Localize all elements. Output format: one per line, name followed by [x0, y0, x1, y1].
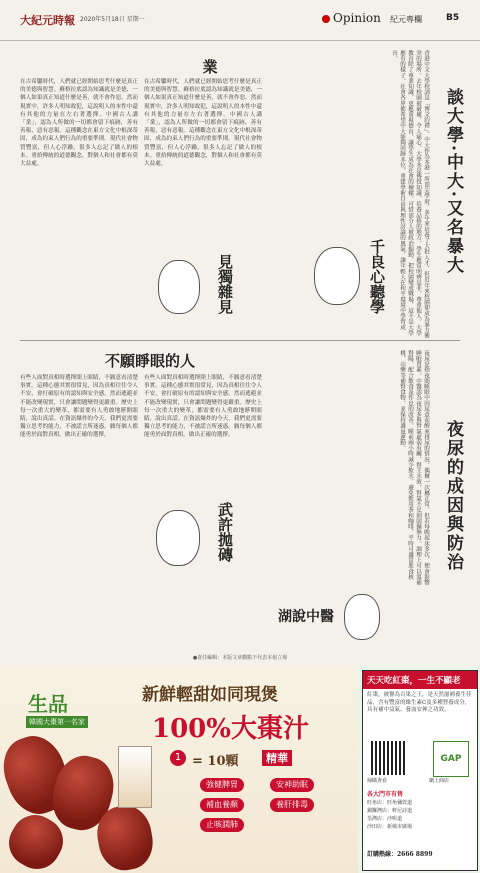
section-subtitle: 紀元專欄: [390, 15, 422, 24]
section-dot-icon: [322, 15, 330, 23]
shop-title: 各大門市有售: [367, 791, 404, 798]
column-name-1: 見獨雜見: [216, 254, 234, 314]
columnist-portrait-3: [156, 510, 200, 566]
article-body-nocturia: 夜尿是指夜間睡眠中因尿意而醒來排尿的情況。偶爾一次屬正常，但若每晚起床多次，便會影響睡眠質素。中醫認為夜尿多與腎氣虛弱有關，腎主水液，腎氣不足則固攝無力。調理上可以溫補腎陽，配合飲食及作息的改善。睡前兩小時減少飲水，避免飲用茶和咖啡，平時可適當進食核桃、山藥等補腎食物，並保持適量運動。: [399, 350, 429, 586]
advertisement[interactable]: [0, 666, 480, 873]
columnist-portrait-2: [314, 247, 360, 305]
ad-formula-label: 精華: [262, 750, 292, 766]
ad-brand-tag: 韓國大棗第一名家: [26, 716, 88, 728]
column-logo-4: [278, 592, 398, 642]
article-body-universities: 香港中文大學校訓是「博文約禮」。中大作為本港一所頂尖學府，多年來培養了大批人才，但近年來校園卻成為暴力衝突的場所。去年校園被破壞，令人痛心。大學本是傳授知識、培養品格的地方，學生應當明辨是非，尊重他人。大學教育除了專業知識，更應重視德育，讓學生成為社會的棟樑。可惜部分人被政治煽動，把校園變成戰場，這不是大學應有的樣子。社會各界都希望中大能夠回歸本位，重建學術自由與理性討論的風氣，讓年輕人在和平環境中學習成長。: [391, 50, 429, 339]
ad-benefit-2: 安神助眠: [270, 778, 314, 792]
shop-address-2: 銅鑼灣店：軒尼詩道: [367, 808, 413, 814]
ad-right-text: 紅棗，被譽為百果之王，是天然滋補養生佳品，含有豐富的維生素C及多種營養成分，具有補中益氣、養血安神之功效。: [367, 692, 472, 713]
ad-headline: 新鮮輕甜如同現煲: [142, 685, 278, 705]
section-title: Opinion: [322, 11, 381, 25]
ad-hotline[interactable]: 訂購熱線：2666 8899: [367, 851, 433, 858]
column-name-2: 千良心聽學: [368, 239, 386, 314]
ad-product-name: 100%大棗汁: [152, 714, 309, 744]
columnist-portrait-1: [158, 260, 200, 314]
page-header: [0, 0, 480, 41]
page-number: B5: [446, 13, 460, 23]
gap-certification-icon: GAP: [433, 741, 469, 777]
ad-right-title: 天天吃紅棗，一生不顯老: [363, 671, 477, 689]
article-body-eyes-col2: 有些人面對真相時選擇閉上眼睛，不願意看清楚事實。這種心態其實很常見，因為真相往往令人不安，會打破原有的認知與安全感。然而逃避並不能改變現實，只會讓問題變得更嚴重。歷史上每一次重大的變革，都需要有人勇敢地睜開眼睛，說出真話。在資訊爆炸的今天，我們更需要獨立思考的能力，不被謊言所迷惑。願每個人都能勇於面對真相，做出正確的選擇。: [144, 375, 262, 439]
article-title-universities: 談大學·中大·又名暴大: [443, 88, 463, 275]
column-name-4: 湖說中醫: [278, 609, 334, 625]
column-logo-3: [150, 500, 260, 580]
ad-formula: [170, 750, 320, 768]
article-body-karma-col1: 在古希臘時代，人們就已經開始思考什麼是真正的美德與智慧。蘇格拉底認為知識就是美德，一個人如果真正知道什麼是善，就不會作惡。然而現實中，許多人明知故犯，這說明人的本性中還有其他的力量在左右著選擇。中國古人講「業」，認為人所做的一切都會留下痕跡，善有善報，惡有惡報。這種觀念在東方文化中根深蒂固，成為約束人們行為的重要準則。現代社會物質豐富，但人心浮躁，很多人忘記了做人的根本。重拾傳統的道德觀念，對個人和社會都有莫大益處。: [20, 79, 138, 168]
column-logo-2: [290, 235, 410, 327]
shop-address-4: 沙田店：新城市廣場: [367, 824, 413, 830]
issue-date: 2020年5月18日 星期一: [80, 16, 145, 23]
section-divider: [20, 340, 460, 341]
column-logo-1: [150, 250, 260, 330]
qr-label-1: 掃碼查看: [367, 778, 388, 784]
ad-info-panel: [362, 670, 478, 871]
ad-formula-count: 1: [170, 750, 186, 766]
ad-benefit-1: 強健脾胃: [200, 778, 244, 792]
product-box-image: [118, 746, 152, 808]
ad-benefit-5: 止咳潤肺: [200, 818, 244, 832]
article-title-karma: 業: [202, 58, 218, 76]
shop-addresses: [367, 799, 412, 831]
article-title-eyes: 不願睜眼的人: [104, 352, 195, 370]
ad-benefit-4: 養肝排毒: [270, 798, 314, 812]
footer-note: ●責任編輯：本版文章觀點不代表本報立場: [192, 655, 288, 661]
ad-main-panel: [0, 666, 358, 873]
masthead: 大紀元時報: [20, 14, 75, 27]
qr-code-icon[interactable]: [371, 741, 405, 775]
shop-address-3: 荃灣店：沙咀道: [367, 816, 403, 822]
article-title-nocturia: 夜尿的成因與防治: [443, 420, 463, 572]
article-body-eyes-col1: 有些人面對真相時選擇閉上眼睛，不願意看清楚事實。這種心態其實很常見，因為真相往往令人不安，會打破原有的認知與安全感。然而逃避並不能改變現實，只會讓問題變得更嚴重。歷史上每一次重大的變革，都需要有人勇敢地睜開眼睛，說出真話。在資訊爆炸的今天，我們更需要獨立思考的能力，不被謊言所迷惑。願每個人都能勇於面對真相，做出正確的選擇。: [20, 375, 138, 439]
article-body-karma-col2: 在古希臘時代，人們就已經開始思考什麼是真正的美德與智慧。蘇格拉底認為知識就是美德，一個人如果真正知道什麼是善，就不會作惡。然而現實中，許多人明知故犯，這說明人的本性中還有其他的力量在左右著選擇。中國古人講「業」，認為人所做的一切都會留下痕跡，善有善報，惡有惡報。這種觀念在東方文化中根深蒂固，成為約束人們行為的重要準則。現代社會物質豐富，但人心浮躁，很多人忘記了做人的根本。重拾傳統的道德觀念，對個人和社會都有莫大益處。: [144, 79, 262, 168]
ad-benefit-3: 補血養顏: [200, 798, 244, 812]
qr-label-2: 網上商店: [429, 778, 450, 784]
columnist-portrait-4: [344, 594, 380, 640]
ad-brand-logo: 生品: [28, 692, 68, 716]
column-name-3: 武許拋磚: [216, 502, 234, 562]
shop-address-1: 旺角店：旺角彌敦道: [367, 800, 413, 806]
ad-formula-equals: = 10顆: [192, 754, 239, 769]
